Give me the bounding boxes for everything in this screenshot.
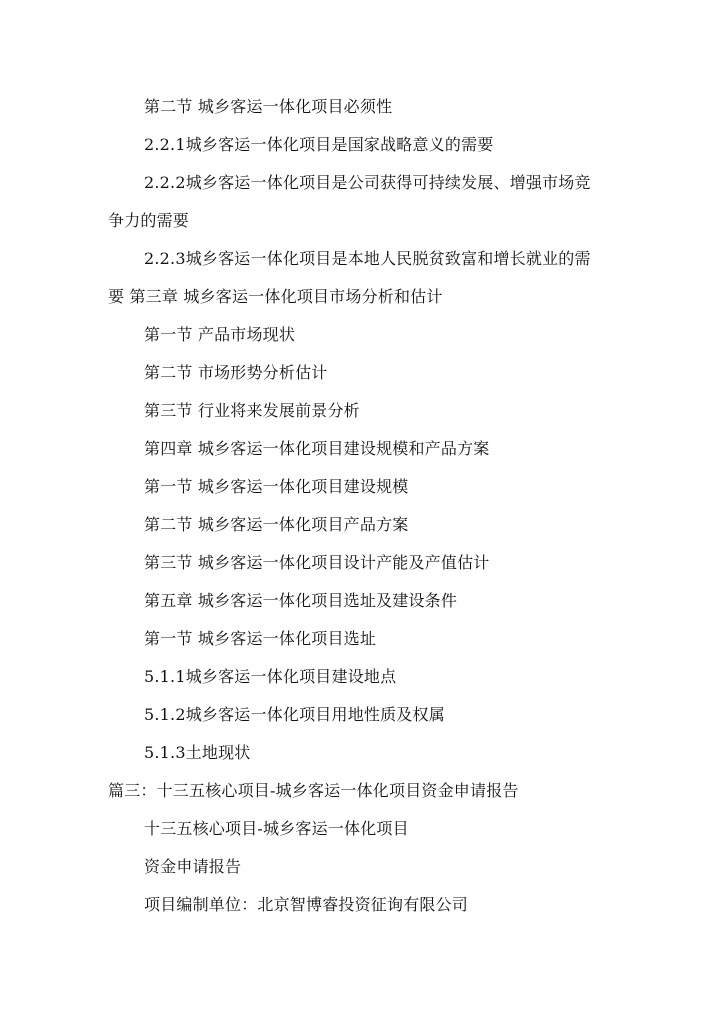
toc-line-section-3-1: 第一节 产品市场现状 xyxy=(144,325,296,344)
toc-line-5-1-3: 5.1.3土地现状 xyxy=(144,743,251,762)
toc-line-section-5-1: 第一节 城乡客运一体化项目选址 xyxy=(144,629,377,648)
toc-line-2-2-1: 2.2.1城乡客运一体化项目是国家战略意义的需要 xyxy=(144,135,494,154)
toc-line-5-1-1: 5.1.1城乡客运一体化项目建设地点 xyxy=(144,667,397,686)
toc-line-section-4-1: 第一节 城乡客运一体化项目建设规模 xyxy=(144,477,409,496)
report-title-line-2: 资金申请报告 xyxy=(144,857,242,876)
toc-line-section-4-2: 第二节 城乡客运一体化项目产品方案 xyxy=(144,515,409,534)
article-three-title: 篇三：十三五核心项目-城乡客运一体化项目资金申请报告 xyxy=(108,781,519,800)
toc-line-2-2-2: 2.2.2城乡客运一体化项目是公司获得可持续发展、增强市场竞 xyxy=(144,173,591,192)
toc-line-chapter-5: 第五章 城乡客运一体化项目选址及建设条件 xyxy=(144,591,458,610)
toc-line-2-2-3-cont: 要 第三章 城乡客运一体化项目市场分析和估计 xyxy=(108,287,443,306)
toc-line-2-2-3: 2.2.3城乡客运一体化项目是本地人民脱贫致富和增长就业的需 xyxy=(144,249,591,268)
report-title-line-1: 十三五核心项目-城乡客运一体化项目 xyxy=(144,819,409,838)
toc-line-section-2-2: 第二节 城乡客运一体化项目必须性 xyxy=(144,97,393,116)
toc-line-5-1-2: 5.1.2城乡客运一体化项目用地性质及权属 xyxy=(144,705,445,724)
toc-line-chapter-4: 第四章 城乡客运一体化项目建设规模和产品方案 xyxy=(144,439,490,458)
toc-line-section-3-2: 第二节 市场形势分析估计 xyxy=(144,363,328,382)
report-author-line: 项目编制单位：北京智博睿投资征询有限公司 xyxy=(144,895,469,914)
toc-line-2-2-2-cont: 争力的需要 xyxy=(108,211,190,230)
toc-line-section-3-3: 第三节 行业将来发展前景分析 xyxy=(144,401,360,420)
toc-line-section-4-3: 第三节 城乡客运一体化项目设计产能及产值估计 xyxy=(144,553,490,572)
